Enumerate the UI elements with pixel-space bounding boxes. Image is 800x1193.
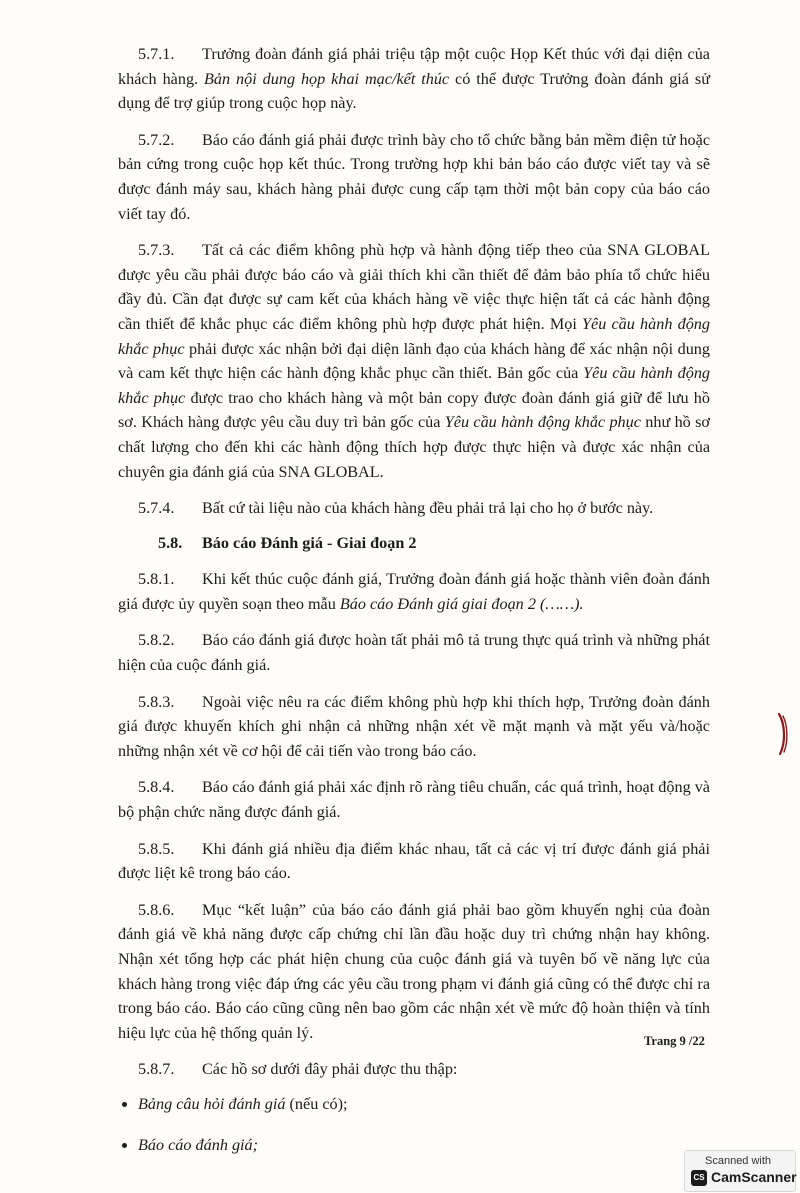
paragraph-5-7-2 bbox=[118, 128, 710, 226]
section-number: 5.8.6. bbox=[138, 900, 175, 919]
paragraph-5-8-2 bbox=[118, 628, 710, 677]
paragraph-text: Khi đánh giá nhiều địa điểm khác nhau, tất cả các vị trí được đánh giá phải được liệt kê trong báo cáo. bbox=[118, 839, 710, 883]
section-number: 5.7.1. bbox=[138, 45, 175, 63]
paragraph-5-8-7 bbox=[118, 1057, 710, 1082]
paragraph-text: Tất cả các điểm không phù hợp và hành động tiếp theo của SNA GLOBAL được yêu cầu phải được báo cáo và giải thích khi cần thiết để đảm bảo phía tổ chức hiểu đầy đủ. Cần đạt được sự cam kết của khách hàng về việc thực hiện tất cả các hành động cần thiết để khắc phục các điểm không phù hợp được phát hiện. Mọi bbox=[118, 241, 710, 333]
paragraph-text: Các hồ sơ dưới đây phải được thu thập: bbox=[202, 1060, 458, 1079]
paragraph-5-8-3 bbox=[118, 690, 710, 764]
paragraph-text: Bất cứ tài liệu nào của khách hàng đều phải trả lại cho họ ở bước này. bbox=[202, 499, 654, 518]
section-number: 5.7.2. bbox=[138, 130, 175, 149]
italic-reference: Yêu cầu hành động khắc phục bbox=[118, 314, 710, 358]
paragraph-text: Mục “kết luận” của báo cáo đánh giá phải bao gồm khuyến nghị của đoàn đánh giá về khả năng được cấp chứng chỉ lần đầu hoặc duy trì chứng nhận hay không. Nhận xét tổng hợp các phát hiện chung của cuộc đánh giá và tuyên bố về năng lực của khách hàng trong việc đáp ứng các yêu cầu trong phạm vi đánh giá cũng có thể được chỉ ra trong báo cáo. Báo cáo cũng cũng nên bao gồm các nhận xét về mức độ hoàn thiện và tính hiệu lực của hệ thống quản lý. bbox=[118, 900, 710, 1042]
section-number: 5.8.3. bbox=[138, 692, 175, 711]
margin-mark-icon bbox=[776, 712, 790, 756]
section-number: 5.7.4. bbox=[138, 499, 175, 518]
section-heading-5-8 bbox=[118, 531, 710, 556]
paragraph-5-7-3 bbox=[118, 238, 710, 484]
paragraph-text: Báo cáo đánh giá phải xác định rõ ràng tiêu chuẩn, các quá trình, hoạt động và bộ phận chức năng được đánh giá. bbox=[118, 778, 710, 822]
section-number: 5.7.3. bbox=[138, 241, 175, 260]
paragraph-5-8-4 bbox=[118, 775, 710, 824]
paragraph-text: Ngoài việc nêu ra các điểm không phù hợp khi thích hợp, Trưởng đoàn đánh giá được khuyến khích ghi nhận cả những nhận xét về mặt mạnh và mặt yếu và/hoặc những nhận xét về cơ hội để cải tiến vào trong báo cáo. bbox=[118, 692, 710, 760]
document-body bbox=[118, 42, 710, 1173]
camscanner-logo-icon: CS bbox=[691, 1170, 707, 1186]
paragraph-text: như hồ sơ chất lượng cho đến khi các hành động thích hợp được thực hiện và được xác nhận của chuyên gia đánh giá của SNA GLOBAL. bbox=[118, 413, 710, 481]
paragraph-text: Khi kết thúc cuộc đánh giá, Trưởng đoàn đánh giá hoặc thành viên đoàn đánh giá được ủy quyền soạn theo mẫu bbox=[118, 570, 710, 613]
list-item bbox=[118, 1092, 710, 1117]
bullet-icon bbox=[122, 1143, 127, 1148]
watermark-caption: Scanned with bbox=[705, 1155, 772, 1167]
watermark-brand: CamScanner bbox=[711, 1169, 797, 1185]
paragraph-text: Báo cáo đánh giá phải được trình bày cho tổ chức bằng bản mềm điện tử hoặc bản cứng trong cuộc họp kết thúc. Trong trường hợp khi bản báo cáo được viết tay và sẽ được đánh máy sau, khách hàng phải được cung cấp tạm thời một bản copy của báo cáo viết tay đó. bbox=[118, 130, 710, 223]
paragraph-text: phải được xác nhận bởi đại diện lãnh đạo của khách hàng để xác nhận nội dung và cam kết thực hiện các hành động khắc phục cần thiết. Bản gốc của bbox=[118, 339, 710, 383]
paragraph-5-8-1 bbox=[118, 567, 710, 616]
paragraph-text: được trao cho khách hàng và một bản copy được đoàn đánh giá giữ để lưu hồ sơ. Khách hàng được yêu cầu duy trì bản gốc của bbox=[118, 388, 710, 432]
paragraph-text: Trưởng đoàn đánh giá phải triệu tập một cuộc Họp Kết thúc với đại diện của khách hàng. bbox=[118, 45, 710, 88]
list-item-text: (nếu có); bbox=[285, 1094, 348, 1113]
section-number: 5.8.5. bbox=[138, 839, 175, 858]
paragraph-5-7-1 bbox=[118, 42, 710, 116]
italic-reference: Báo cáo đánh giá; bbox=[138, 1135, 259, 1154]
camscanner-watermark bbox=[684, 1150, 796, 1192]
records-list bbox=[118, 1092, 710, 1157]
italic-reference: Yêu cầu hành động khắc phục bbox=[118, 364, 711, 407]
italic-reference: Yêu cầu hành động khắc phục bbox=[444, 413, 641, 432]
italic-reference: Bảng câu hỏi đánh giá bbox=[138, 1094, 286, 1113]
section-title: Báo cáo Đánh giá - Giai đoạn 2 bbox=[202, 533, 417, 552]
bullet-icon bbox=[122, 1102, 127, 1107]
section-number: 5.8.7. bbox=[138, 1060, 175, 1079]
section-number: 5.8. bbox=[158, 533, 183, 552]
section-number: 5.8.4. bbox=[138, 778, 175, 797]
section-number: 5.8.2. bbox=[138, 631, 175, 650]
italic-reference: Bản nội dung họp khai mạc/kết thúc bbox=[204, 69, 450, 88]
page-number: Trang 9 /22 bbox=[644, 1034, 705, 1048]
list-item bbox=[118, 1133, 710, 1158]
italic-reference: Báo cáo Đánh giá giai đoạn 2 (……). bbox=[339, 594, 584, 613]
paragraph-5-8-6 bbox=[118, 898, 710, 1046]
paragraph-text: có thể được Trưởng đoàn đánh giá sử dụng để trợ giúp trong cuộc họp này. bbox=[118, 69, 710, 113]
section-number: 5.8.1. bbox=[138, 570, 175, 589]
paragraph-text: Báo cáo đánh giá được hoàn tất phải mô tả trung thực quá trình và những phát hiện của cuộc đánh giá. bbox=[118, 631, 710, 675]
paragraph-5-8-5 bbox=[118, 837, 710, 886]
paragraph-5-7-4 bbox=[118, 496, 710, 521]
